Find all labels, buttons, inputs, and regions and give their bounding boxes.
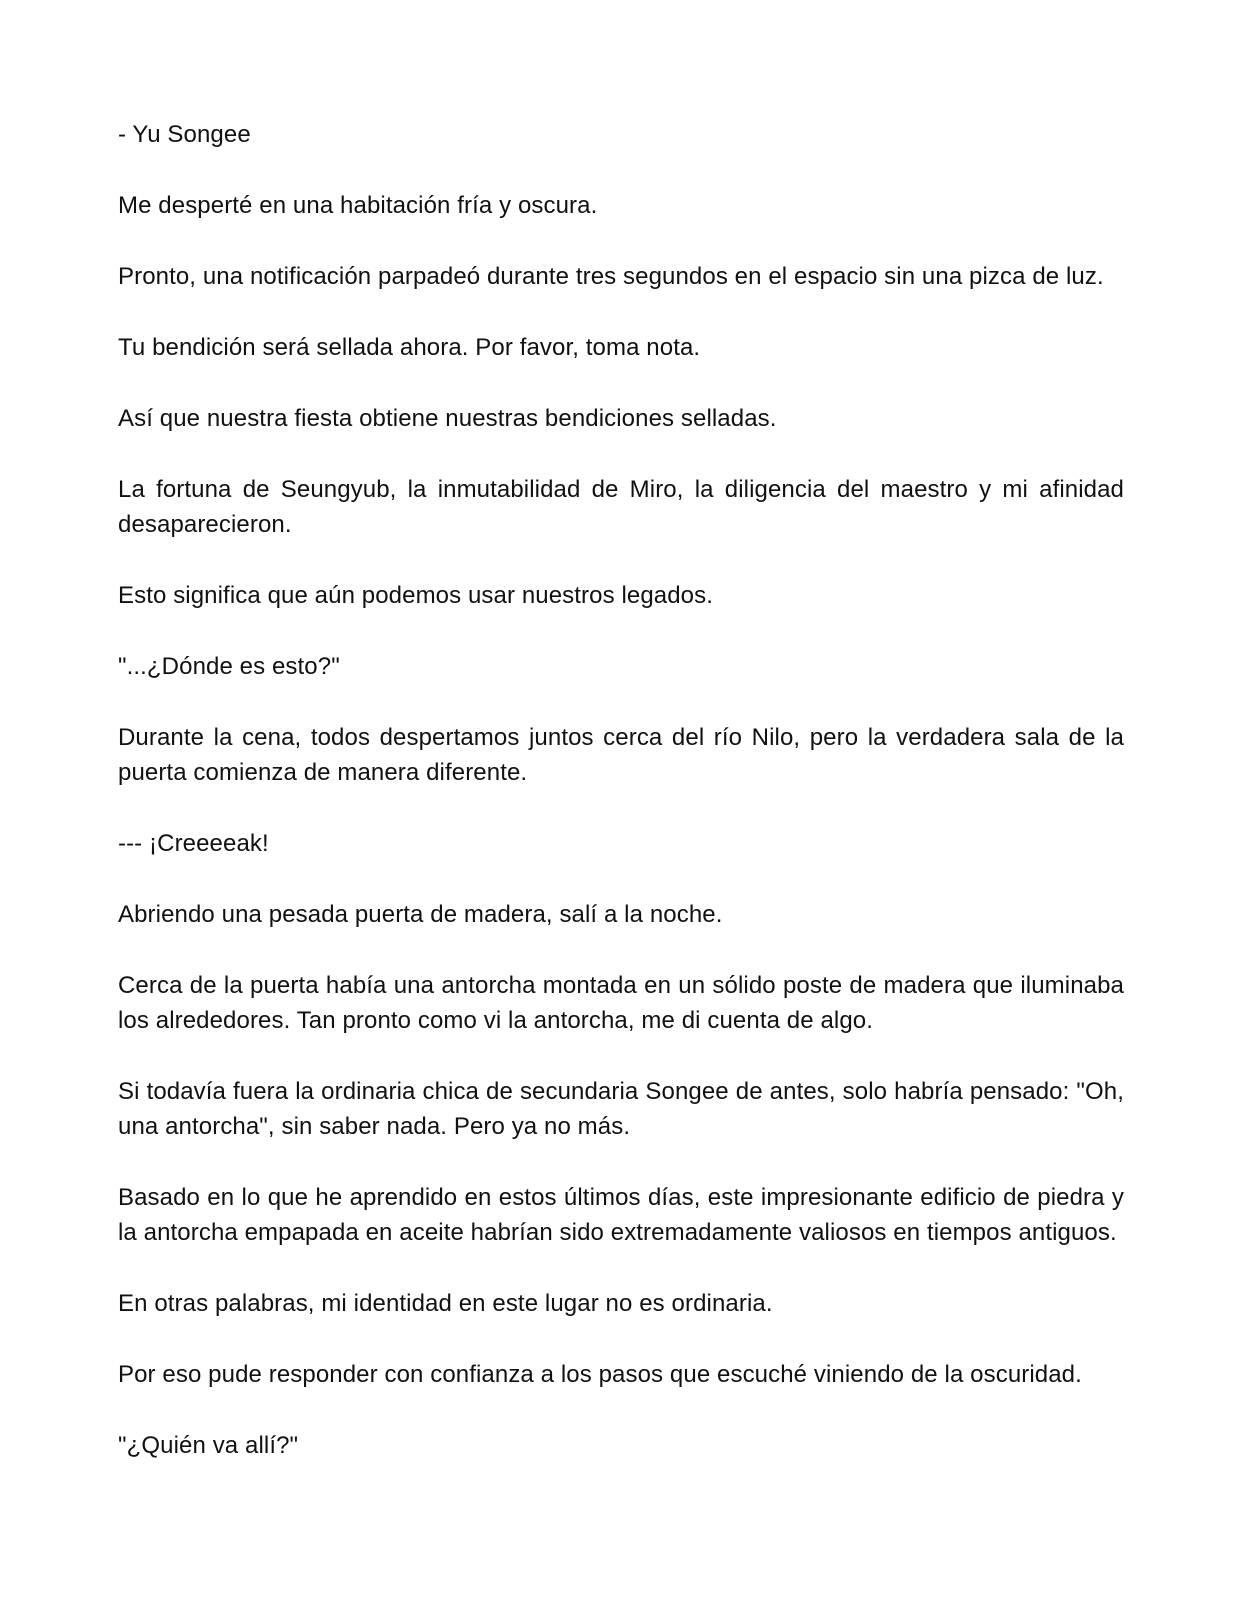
- sound-effect-line: --- ¡Creeeeak!: [118, 830, 269, 857]
- paragraph: Esto significa que aún podemos usar nuestros legados.: [118, 582, 713, 609]
- paragraph: En otras palabras, mi identidad en este lugar no es ordinaria.: [118, 1290, 773, 1317]
- dialogue-line: "...¿Dónde es esto?": [118, 653, 340, 680]
- paragraph: Pronto, una notificación parpadeó durante tres segundos en el espacio sin una pizca de luz.: [118, 263, 1104, 290]
- paragraph: Así que nuestra fiesta obtiene nuestras bendiciones selladas.: [118, 405, 777, 432]
- paragraph: Basado en lo que he aprendido en estos últimos días, este impresionante edificio de piedra y la antorcha empapada en aceite habrían sido extremadamente valiosos en tiempos antiguos.: [118, 1184, 1124, 1246]
- paragraph: Por eso pude responder con confianza a los pasos que escuché viniendo de la oscuridad.: [118, 1361, 1082, 1388]
- paragraph: Cerca de la puerta había una antorcha montada en un sólido poste de madera que iluminaba los alrededores. Tan pronto como vi la antorcha, me di cuenta de algo.: [118, 972, 1124, 1034]
- author-line: - Yu Songee: [118, 121, 251, 148]
- dialogue-line: "¿Quién va allí?": [118, 1432, 299, 1459]
- paragraph: Abriendo una pesada puerta de madera, salí a la noche.: [118, 901, 723, 928]
- paragraph: Si todavía fuera la ordinaria chica de secundaria Songee de antes, solo habría pensado: "Oh, una antorcha", sin saber nada. Pero ya no más.: [118, 1078, 1124, 1140]
- paragraph: Me desperté en una habitación fría y oscura.: [118, 192, 598, 219]
- paragraph: La fortuna de Seungyub, la inmutabilidad de Miro, la diligencia del maestro y mi afinidad desaparecieron.: [118, 476, 1124, 538]
- paragraph: Durante la cena, todos despertamos juntos cerca del río Nilo, pero la verdadera sala de la puerta comienza de manera diferente.: [118, 724, 1124, 786]
- document-page: [118, 117, 1124, 1463]
- paragraph: Tu bendición será sellada ahora. Por favor, toma nota.: [118, 334, 701, 361]
